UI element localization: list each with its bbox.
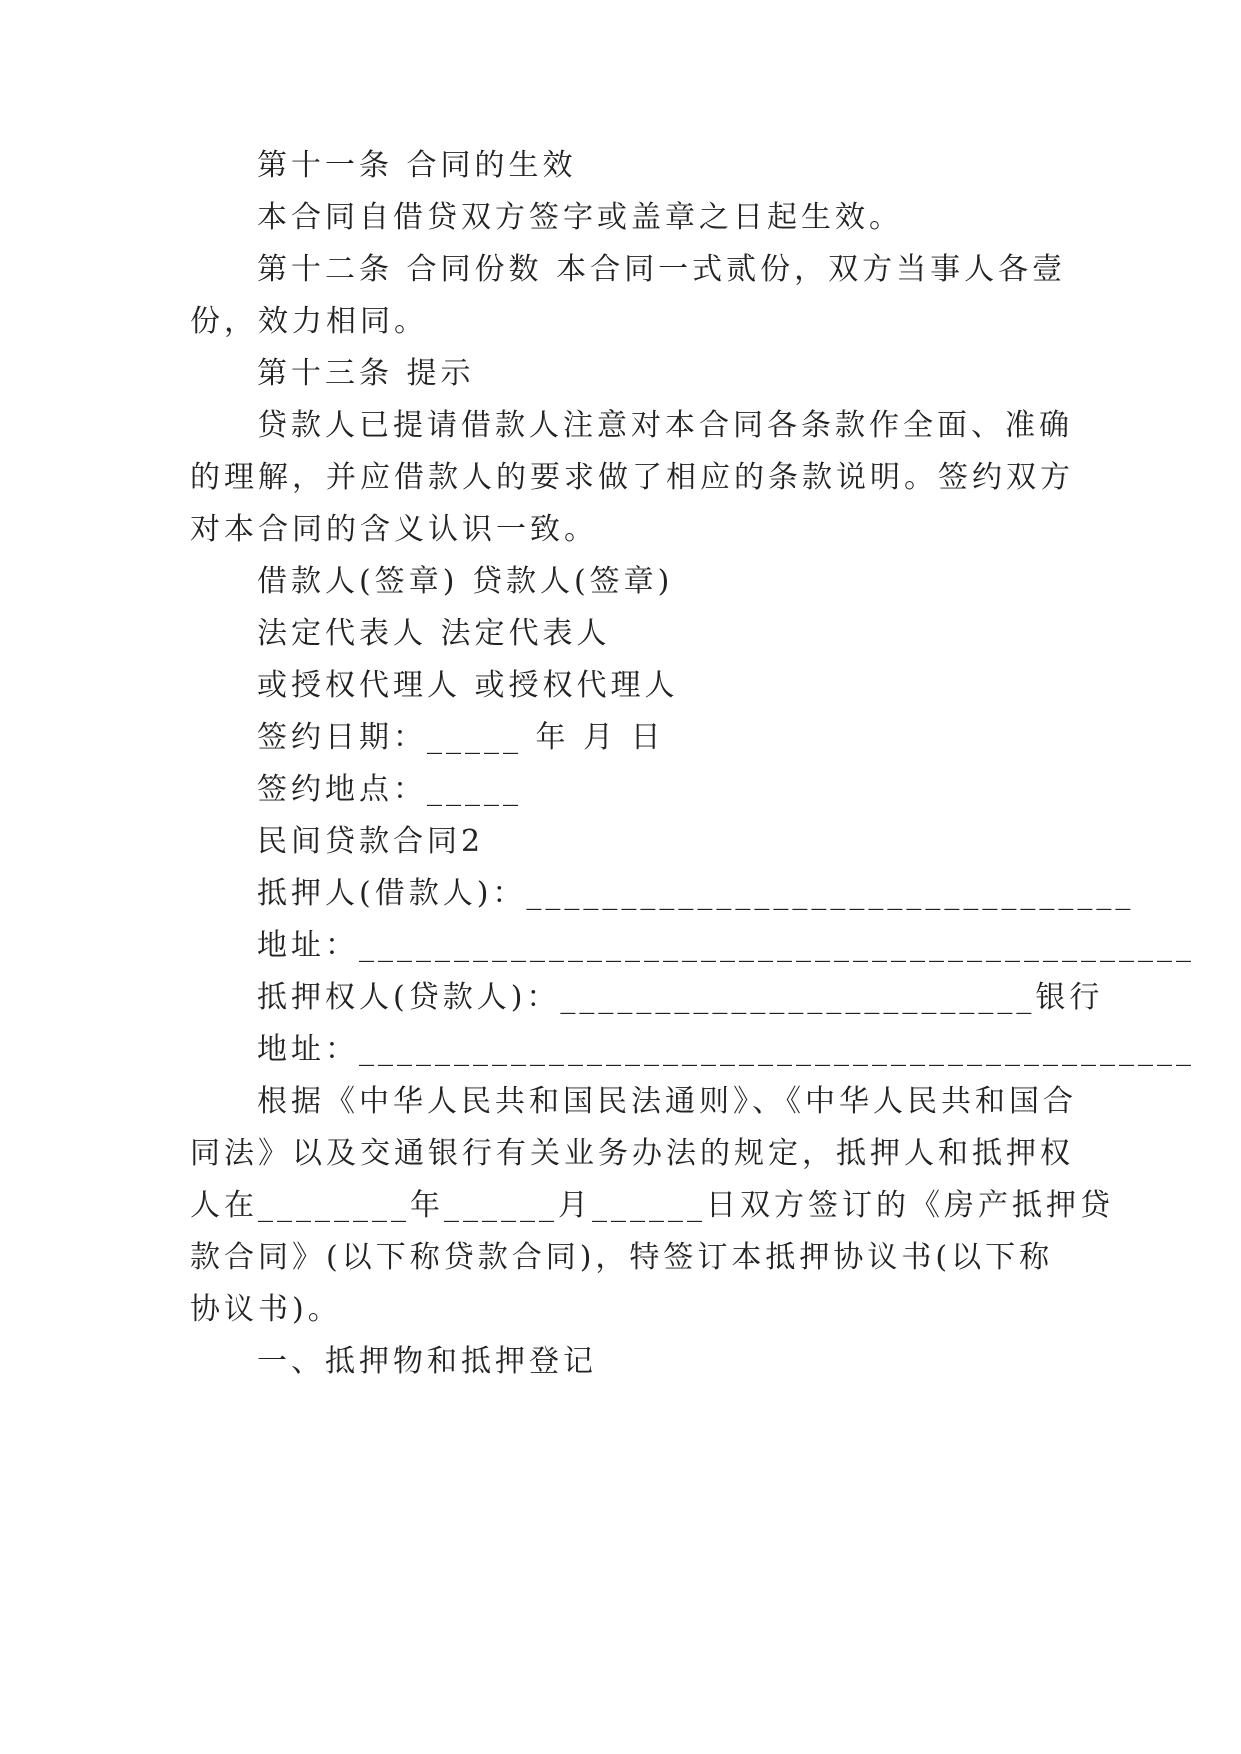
signing-date-line: 签约日期：_____ 年 月 日 <box>257 720 665 755</box>
paragraph-line: 的理解，并应借款人的要求做了相应的条款说明。签约双方 <box>190 460 1074 495</box>
section-1-heading: 一、抵押物和抵押登记 <box>257 1344 597 1379</box>
address-line: 地址：____________________________________________ <box>257 1032 1195 1067</box>
paragraph-line: 同法》以及交通银行有关业务办法的规定，抵押人和抵押权 <box>190 1136 1074 1171</box>
contract-2-title: 民间贷款合同2 <box>257 824 485 859</box>
paragraph-line: 根据《中华人民共和国民法通则》、《中华人民共和国合 <box>257 1084 1077 1119</box>
paragraph-line: 对本合同的含义认识一致。 <box>190 512 598 547</box>
address-line: 地址：____________________________________________ <box>257 928 1195 963</box>
mortgagee-line: 抵押权人(贷款人)：_________________________银行 <box>257 980 1104 1015</box>
mortgagor-line: 抵押人(借款人)：________________________________ <box>257 876 1135 911</box>
signature-line: 或授权代理人 或授权代理人 <box>257 668 679 703</box>
paragraph-line: 贷款人已提请借款人注意对本合同各条款作全面、准确 <box>257 408 1073 443</box>
paragraph-line: 份，效力相同。 <box>190 304 428 339</box>
article-11-heading: 第十一条 合同的生效 <box>257 148 577 183</box>
article-12-heading: 第十二条 合同份数 本合同一式贰份，双方当事人各壹 <box>257 252 1067 287</box>
paragraph-line: 协议书)。 <box>190 1292 342 1327</box>
paragraph-line: 款合同》(以下称贷款合同)，特签订本抵押协议书(以下称 <box>190 1240 1054 1275</box>
signature-line: 法定代表人 法定代表人 <box>257 616 611 651</box>
signing-place-line: 签约地点：_____ <box>257 772 522 807</box>
signature-line: 借款人(签章) 贷款人(签章) <box>257 564 674 599</box>
article-13-heading: 第十三条 提示 <box>257 356 475 391</box>
paragraph-line: 本合同自借贷双方签字或盖章之日起生效。 <box>257 200 903 235</box>
paragraph-line: 人在________年______月______日双方签订的《房产抵押贷 <box>190 1188 1114 1223</box>
